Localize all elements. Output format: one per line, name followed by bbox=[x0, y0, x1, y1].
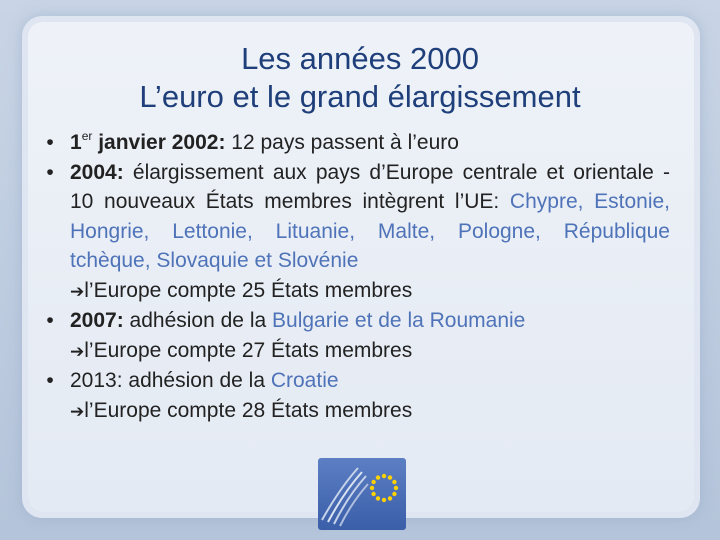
bullet-text: 2013: adhésion de la bbox=[70, 369, 271, 392]
bullet-text: 12 pays passent à l’euro bbox=[225, 131, 459, 154]
title-line-1: Les années 2000 bbox=[241, 41, 479, 76]
title-line-2: L’euro et le grand élargissement bbox=[139, 79, 581, 114]
result-text: l’Europe compte 27 États membres bbox=[84, 338, 413, 362]
eu-flag-icon bbox=[318, 458, 406, 530]
bullet-icon: • bbox=[46, 369, 54, 392]
result-line bbox=[70, 276, 670, 307]
bullet-text: adhésion de la bbox=[123, 309, 273, 332]
bullet-paragraph bbox=[70, 366, 670, 396]
countries-highlight: Chypre, Estonie, Hongrie, Lettonie, Lituanie, Malte, Pologne, République tchèque, Slovaquie et Slovénie bbox=[70, 190, 671, 272]
bullet-icon: • bbox=[46, 309, 54, 332]
bullet-list bbox=[30, 128, 670, 426]
date-label: 1 bbox=[70, 131, 82, 154]
countries-highlight: Croatie bbox=[270, 369, 339, 392]
date-label-rest: janvier 2002: bbox=[92, 131, 226, 154]
bullet-item-2004 bbox=[30, 158, 670, 307]
arrow-right-icon: ➔ bbox=[70, 341, 85, 361]
arrow-right-icon: ➔ bbox=[70, 401, 85, 421]
ordinal-suffix: er bbox=[81, 129, 93, 143]
bullet-paragraph bbox=[70, 158, 670, 276]
bullet-item-2002 bbox=[30, 128, 670, 158]
bullet-item-2007 bbox=[30, 306, 670, 366]
result-line bbox=[70, 336, 670, 367]
result-text: l’Europe compte 25 États membres bbox=[84, 278, 413, 302]
result-text: l’Europe compte 28 États membres bbox=[84, 398, 413, 422]
eu-logo-graphic bbox=[318, 458, 406, 530]
bullet-paragraph bbox=[70, 306, 670, 336]
bullet-item-2013 bbox=[30, 366, 670, 426]
slide-title bbox=[0, 40, 720, 116]
star-ring bbox=[370, 474, 398, 502]
bullet-icon: • bbox=[46, 160, 54, 184]
year-label: 2004: bbox=[70, 160, 124, 184]
countries-highlight: Bulgarie et de la Roumanie bbox=[272, 309, 526, 332]
arrow-right-icon: ➔ bbox=[70, 281, 85, 301]
year-label: 2007: bbox=[70, 309, 124, 332]
result-line bbox=[70, 396, 670, 427]
bullet-text: élargissement aux pays d’Europe centrale et orientale - 10 nouveaux États membres intègrent l’UE: bbox=[70, 160, 670, 213]
bullet-icon: • bbox=[46, 131, 54, 154]
